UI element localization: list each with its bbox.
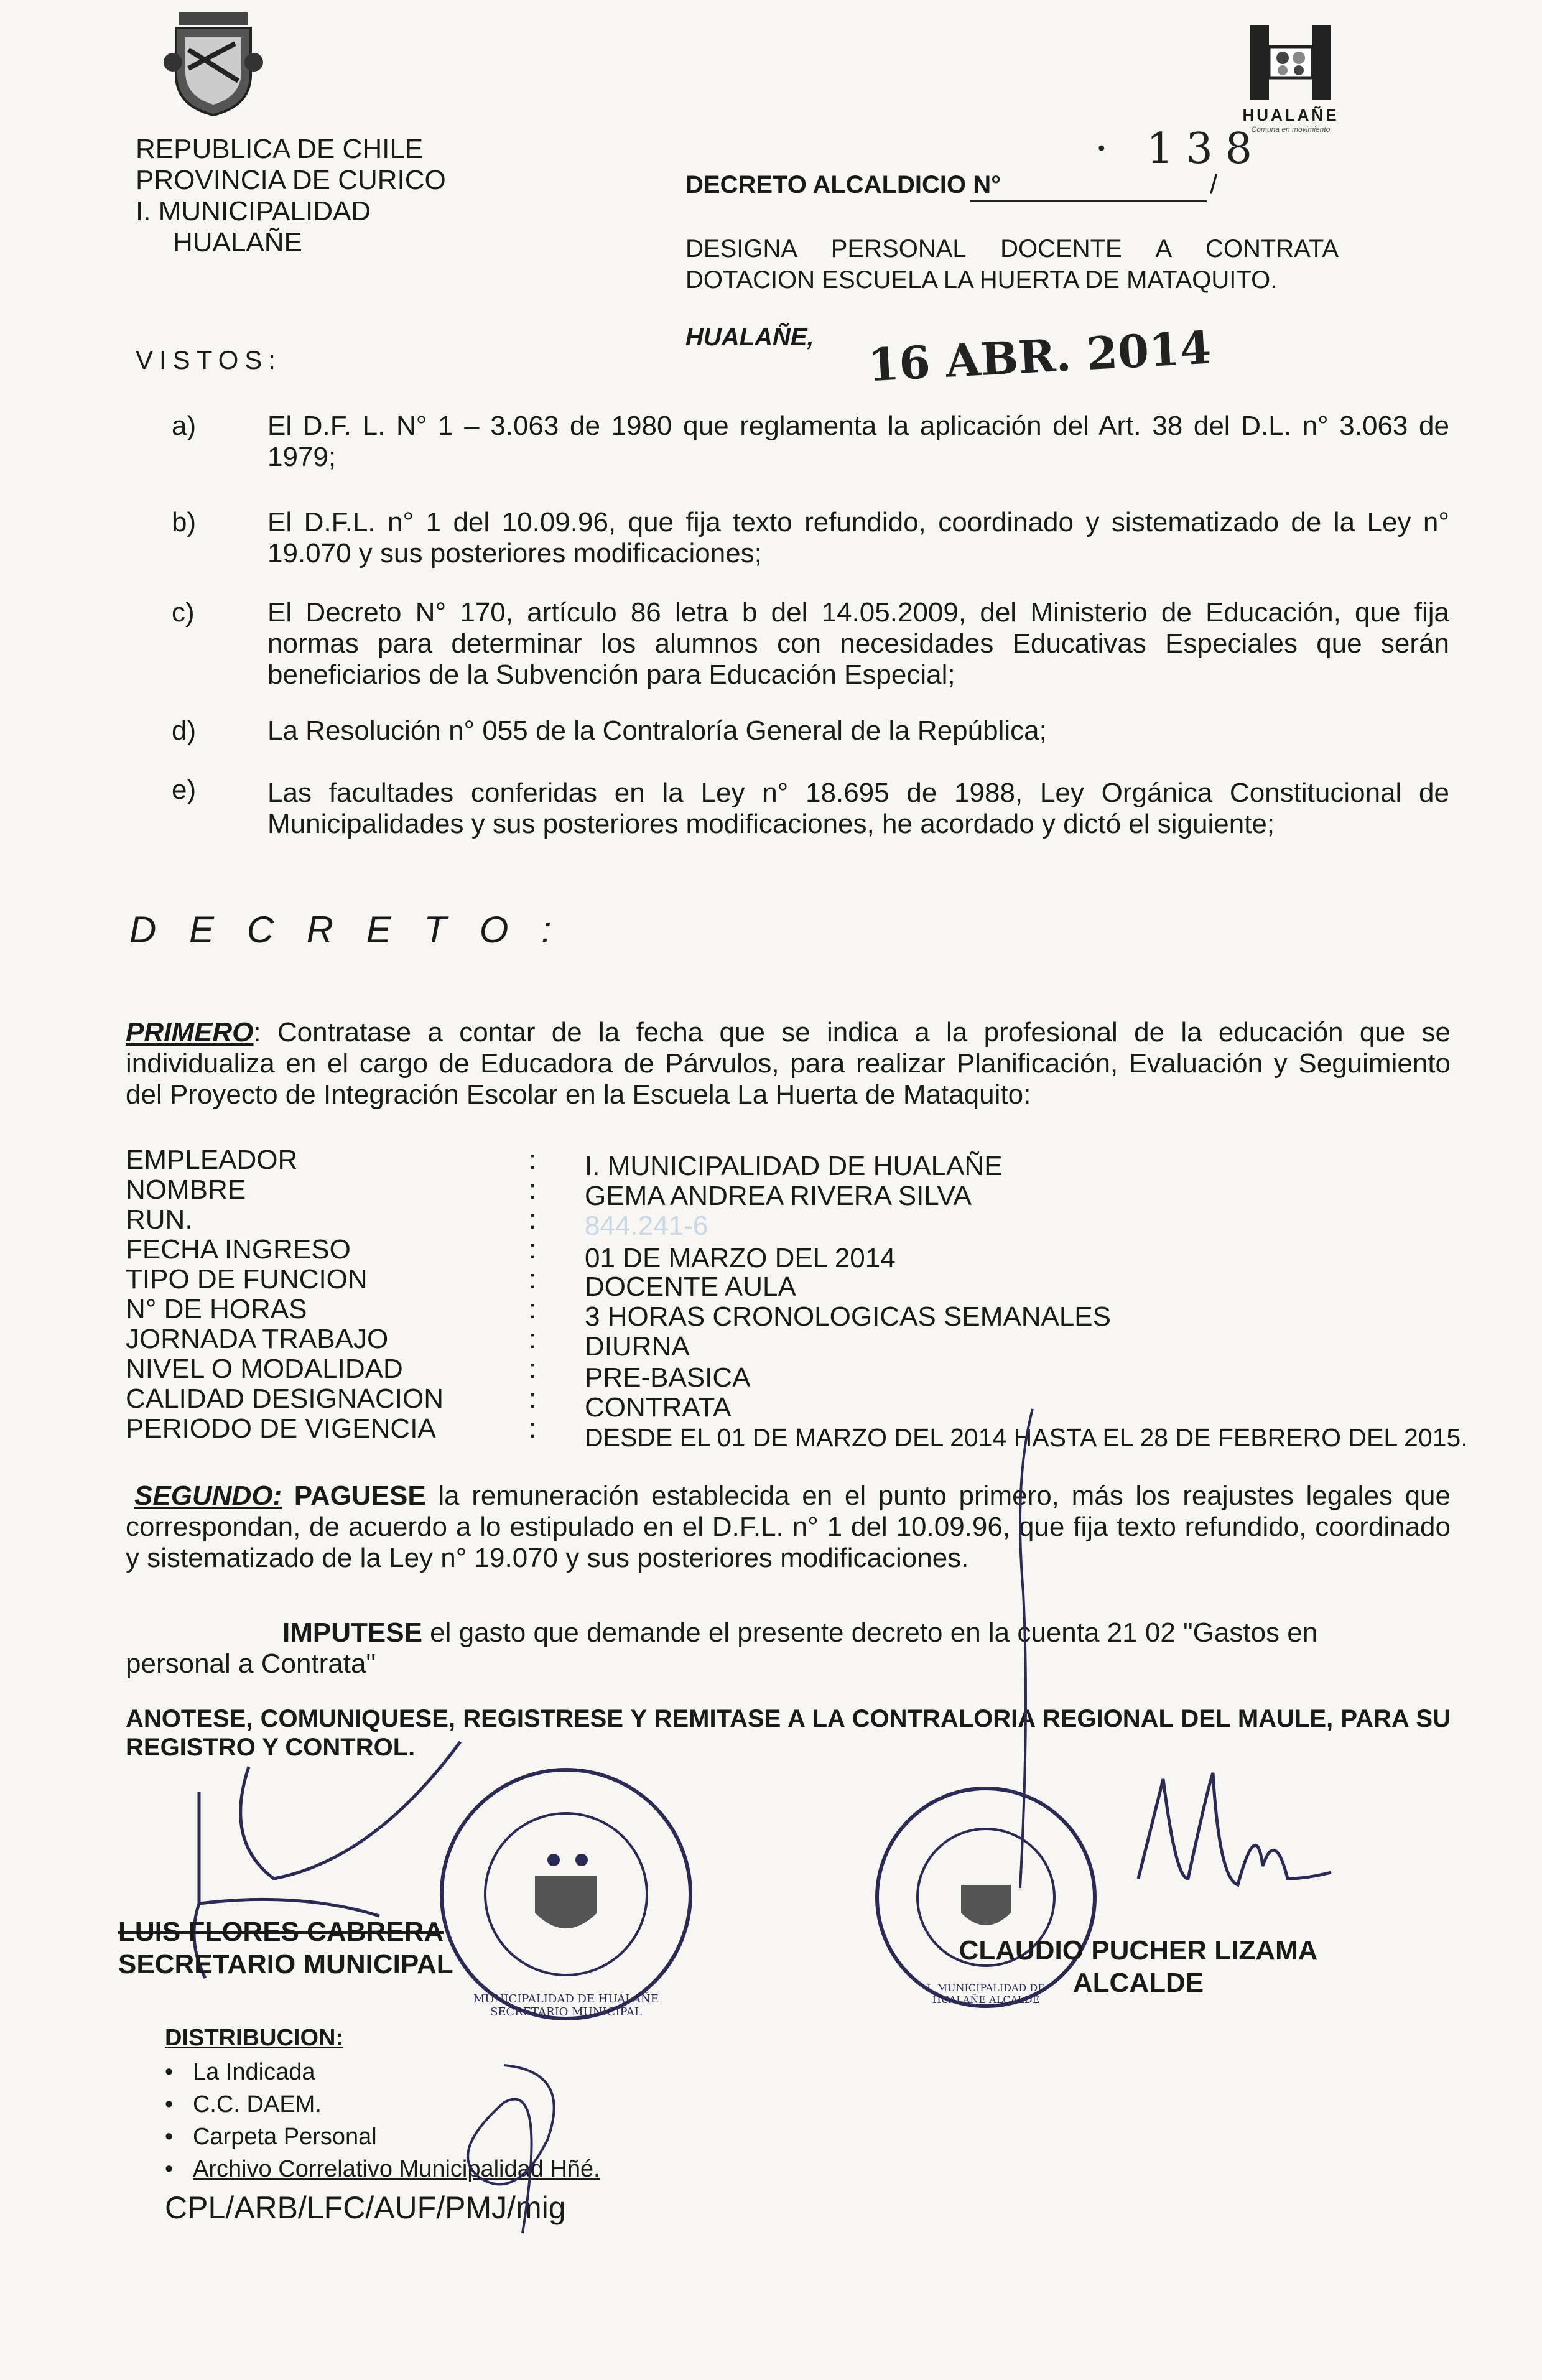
segundo-paragraph <box>126 1481 1451 1574</box>
field-label: TIPO DE FUNCION <box>126 1264 368 1295</box>
field-colon: : <box>529 1413 537 1444</box>
issuer-line: I. MUNICIPALIDAD <box>136 196 371 226</box>
segundo-label: SEGUNDO: <box>134 1481 282 1511</box>
vistos-letter: e) <box>172 774 197 805</box>
list-item: • Carpeta Personal <box>165 2124 377 2150</box>
vistos-item: La Resolución n° 055 de la Contraloría General de la República; <box>267 715 1047 746</box>
imputese-paragraph <box>126 1617 1451 1680</box>
vistos-item: Las facultades conferidas en la Ley n° 18.695 de 1988, Ley Orgánica Constitucional de Municipalidades y sus posteriores modificaciones, he acordado y dictó el siguiente; <box>267 778 1449 839</box>
field-colon: : <box>529 1294 537 1324</box>
field-value: I. MUNICIPALIDAD DE HUALAÑE <box>585 1151 1003 1181</box>
issuer-block <box>136 134 509 258</box>
seal-left-text: MUNICIPALIDAD DE HUALAÑE SECRETARIO MUNICIPAL <box>473 1992 659 2019</box>
field-label: NOMBRE <box>126 1174 246 1205</box>
vistos-title: VISTOS: <box>136 345 282 374</box>
seal-right-text: I. MUNICIPALIDAD DE HUALAÑE ALCALDE <box>927 1982 1045 2006</box>
secretary-block <box>118 1916 453 1981</box>
initials: CPL/ARB/LFC/AUF/PMJ/mig <box>165 2190 566 2225</box>
field-value: DOCENTE AULA <box>585 1271 796 1302</box>
field-colon: : <box>529 1354 537 1384</box>
field-label: FECHA INGRESO <box>126 1234 351 1265</box>
vistos-letter: b) <box>172 507 197 537</box>
decreto-title: D E C R E T O : <box>129 909 563 951</box>
issuer-line: REPUBLICA DE CHILE <box>136 134 424 164</box>
field-value: PRE-BASICA <box>585 1362 751 1393</box>
field-label: RUN. <box>126 1204 193 1235</box>
field-value: GEMA ANDREA RIVERA SILVA <box>585 1181 972 1211</box>
field-label: JORNADA TRABAJO <box>126 1324 389 1354</box>
primero-label: PRIMERO <box>126 1017 254 1048</box>
field-colon: : <box>529 1174 537 1205</box>
secretary-title: SECRETARIO MUNICIPAL <box>118 1949 453 1979</box>
employee-fields <box>0 1145 1542 1456</box>
decree-slash: / <box>1210 169 1218 200</box>
municipal-seal-left <box>429 1757 703 2031</box>
h-logo-icon <box>1244 22 1337 103</box>
vistos-item: El Decreto N° 170, artículo 86 letra b del 14.05.2009, del Ministerio de Educación, que fija normas para determinar los alumnos con necesidades Educativas Especiales que serán beneficiarios de la Subvención para Educación Especial; <box>267 597 1449 690</box>
segundo-text: la remuneración establecida en el punto primero, más los reajustes legales que correspondan, de acuerdo a lo estipulado en el D.F.L. n° 1 del 10.09.96, que fija texto refundido, coordinado y sistematizado de la Ley n° 19.070 y sus posteriores modificaciones. <box>126 1481 1451 1573</box>
mayor-title: ALCALDE <box>1072 1968 1204 1998</box>
primero-text: : Contratase a contar de la fecha que se indica a la profesional de la educación que se individualiza en el cargo de Educadora de Párvulos, para realizar Planificación, Evaluación y Seguimiento del Proyecto de Integración Escolar en la Escuela La Huerta de Mataquito: <box>126 1017 1451 1110</box>
distribucion-title <box>165 2025 343 2052</box>
secretary-name: LUIS FLORES CABRERA <box>118 1917 444 1947</box>
decree-number-value: 138 <box>1146 124 1265 174</box>
list-item-text: Archivo Correlativo Municipalidad Hñé. <box>192 2156 600 2182</box>
field-value: 3 HORAS CRONOLOGICAS SEMANALES <box>585 1301 1111 1332</box>
field-colon: : <box>529 1264 537 1295</box>
logo-text: HUALAÑE <box>1242 106 1339 124</box>
field-colon: : <box>529 1234 537 1265</box>
field-colon: : <box>529 1145 537 1175</box>
imputese-bold: IMPUTESE <box>282 1617 422 1648</box>
issuer-line: HUALAÑE <box>173 227 302 258</box>
mayor-block <box>921 1935 1356 1999</box>
field-label: EMPLEADOR <box>126 1145 298 1175</box>
vistos-letter: c) <box>172 597 195 628</box>
date-stamp: 16 ABR. 2014 <box>866 320 1213 392</box>
mayor-name: CLAUDIO PUCHER LIZAMA <box>959 1935 1318 1966</box>
distribucion-title-text: DISTRIBUCION: <box>165 2025 344 2051</box>
vistos-letter: d) <box>172 715 197 746</box>
coat-of-arms-icon <box>160 6 266 118</box>
list-item: • La Indicada <box>165 2059 315 2085</box>
mayor-signature <box>1120 1754 1344 1916</box>
field-colon: : <box>529 1204 537 1235</box>
decree-place: HUALAÑE, <box>685 323 814 351</box>
decree-number: · 138 <box>1095 124 1265 174</box>
vistos-item: El D.F. L. N° 1 – 3.063 de 1980 que reglamenta la aplicación del Art. 38 del D.L. n° 3.063 de 1979; <box>267 411 1449 472</box>
field-label: PERIODO DE VIGENCIA <box>126 1413 436 1444</box>
primero-paragraph <box>126 1017 1451 1110</box>
logo-tagline: Comuna en movimiento <box>1251 125 1331 134</box>
field-value: 844.241-6 <box>585 1211 708 1241</box>
pen-loop <box>423 2053 585 2239</box>
list-item: • C.C. DAEM. <box>165 2091 322 2117</box>
list-item: • Archivo Correlativo Municipalidad Hñé. <box>165 2156 600 2182</box>
field-value: CONTRATA <box>585 1392 732 1423</box>
list-item-text: Carpeta Personal <box>192 2124 377 2150</box>
list-item-text: C.C. DAEM. <box>192 2091 322 2117</box>
field-value: DIURNA <box>585 1331 690 1362</box>
field-colon: : <box>529 1383 537 1414</box>
imputese-text-1: el gasto que demande el presente decreto en la cuenta 21 02 "Gastos en <box>422 1617 1318 1648</box>
segundo-bold: PAGUESE <box>294 1481 426 1511</box>
vistos-item: El D.F.L. n° 1 del 10.09.96, que fija texto refundido, coordinado y sistematizado de la Ley n° 19.070 y sus posteriores modificaciones; <box>267 507 1449 569</box>
vistos-letter: a) <box>172 411 197 441</box>
decree-number-line <box>970 200 1207 202</box>
field-label: NIVEL O MODALIDAD <box>126 1354 403 1384</box>
decree-label: DECRETO ALCALDICIO N° <box>685 171 1001 198</box>
decree-subject: DESIGNA PERSONAL DOCENTE A CONTRATA DOTACION ESCUELA LA HUERTA DE MATAQUITO. <box>685 235 1339 294</box>
anotese-paragraph: ANOTESE, COMUNIQUESE, REGISTRESE Y REMITASE A LA CONTRALORIA REGIONAL DEL MAULE, PARA SU REGISTRO Y CONTROL. <box>126 1705 1451 1761</box>
field-label: N° DE HORAS <box>126 1294 307 1324</box>
imputese-text-2: personal a Contrata" <box>126 1648 376 1679</box>
list-item-text: La Indicada <box>192 2059 315 2085</box>
field-colon: : <box>529 1324 537 1354</box>
field-label: CALIDAD DESIGNACION <box>126 1383 444 1414</box>
issuer-line: PROVINCIA DE CURICO <box>136 165 446 195</box>
field-value: 01 DE MARZO DEL 2014 <box>585 1243 896 1273</box>
field-value: DESDE EL 01 DE MARZO DEL 2014 HASTA EL 28 DE FEBRERO DEL 2015. <box>585 1423 1468 1452</box>
